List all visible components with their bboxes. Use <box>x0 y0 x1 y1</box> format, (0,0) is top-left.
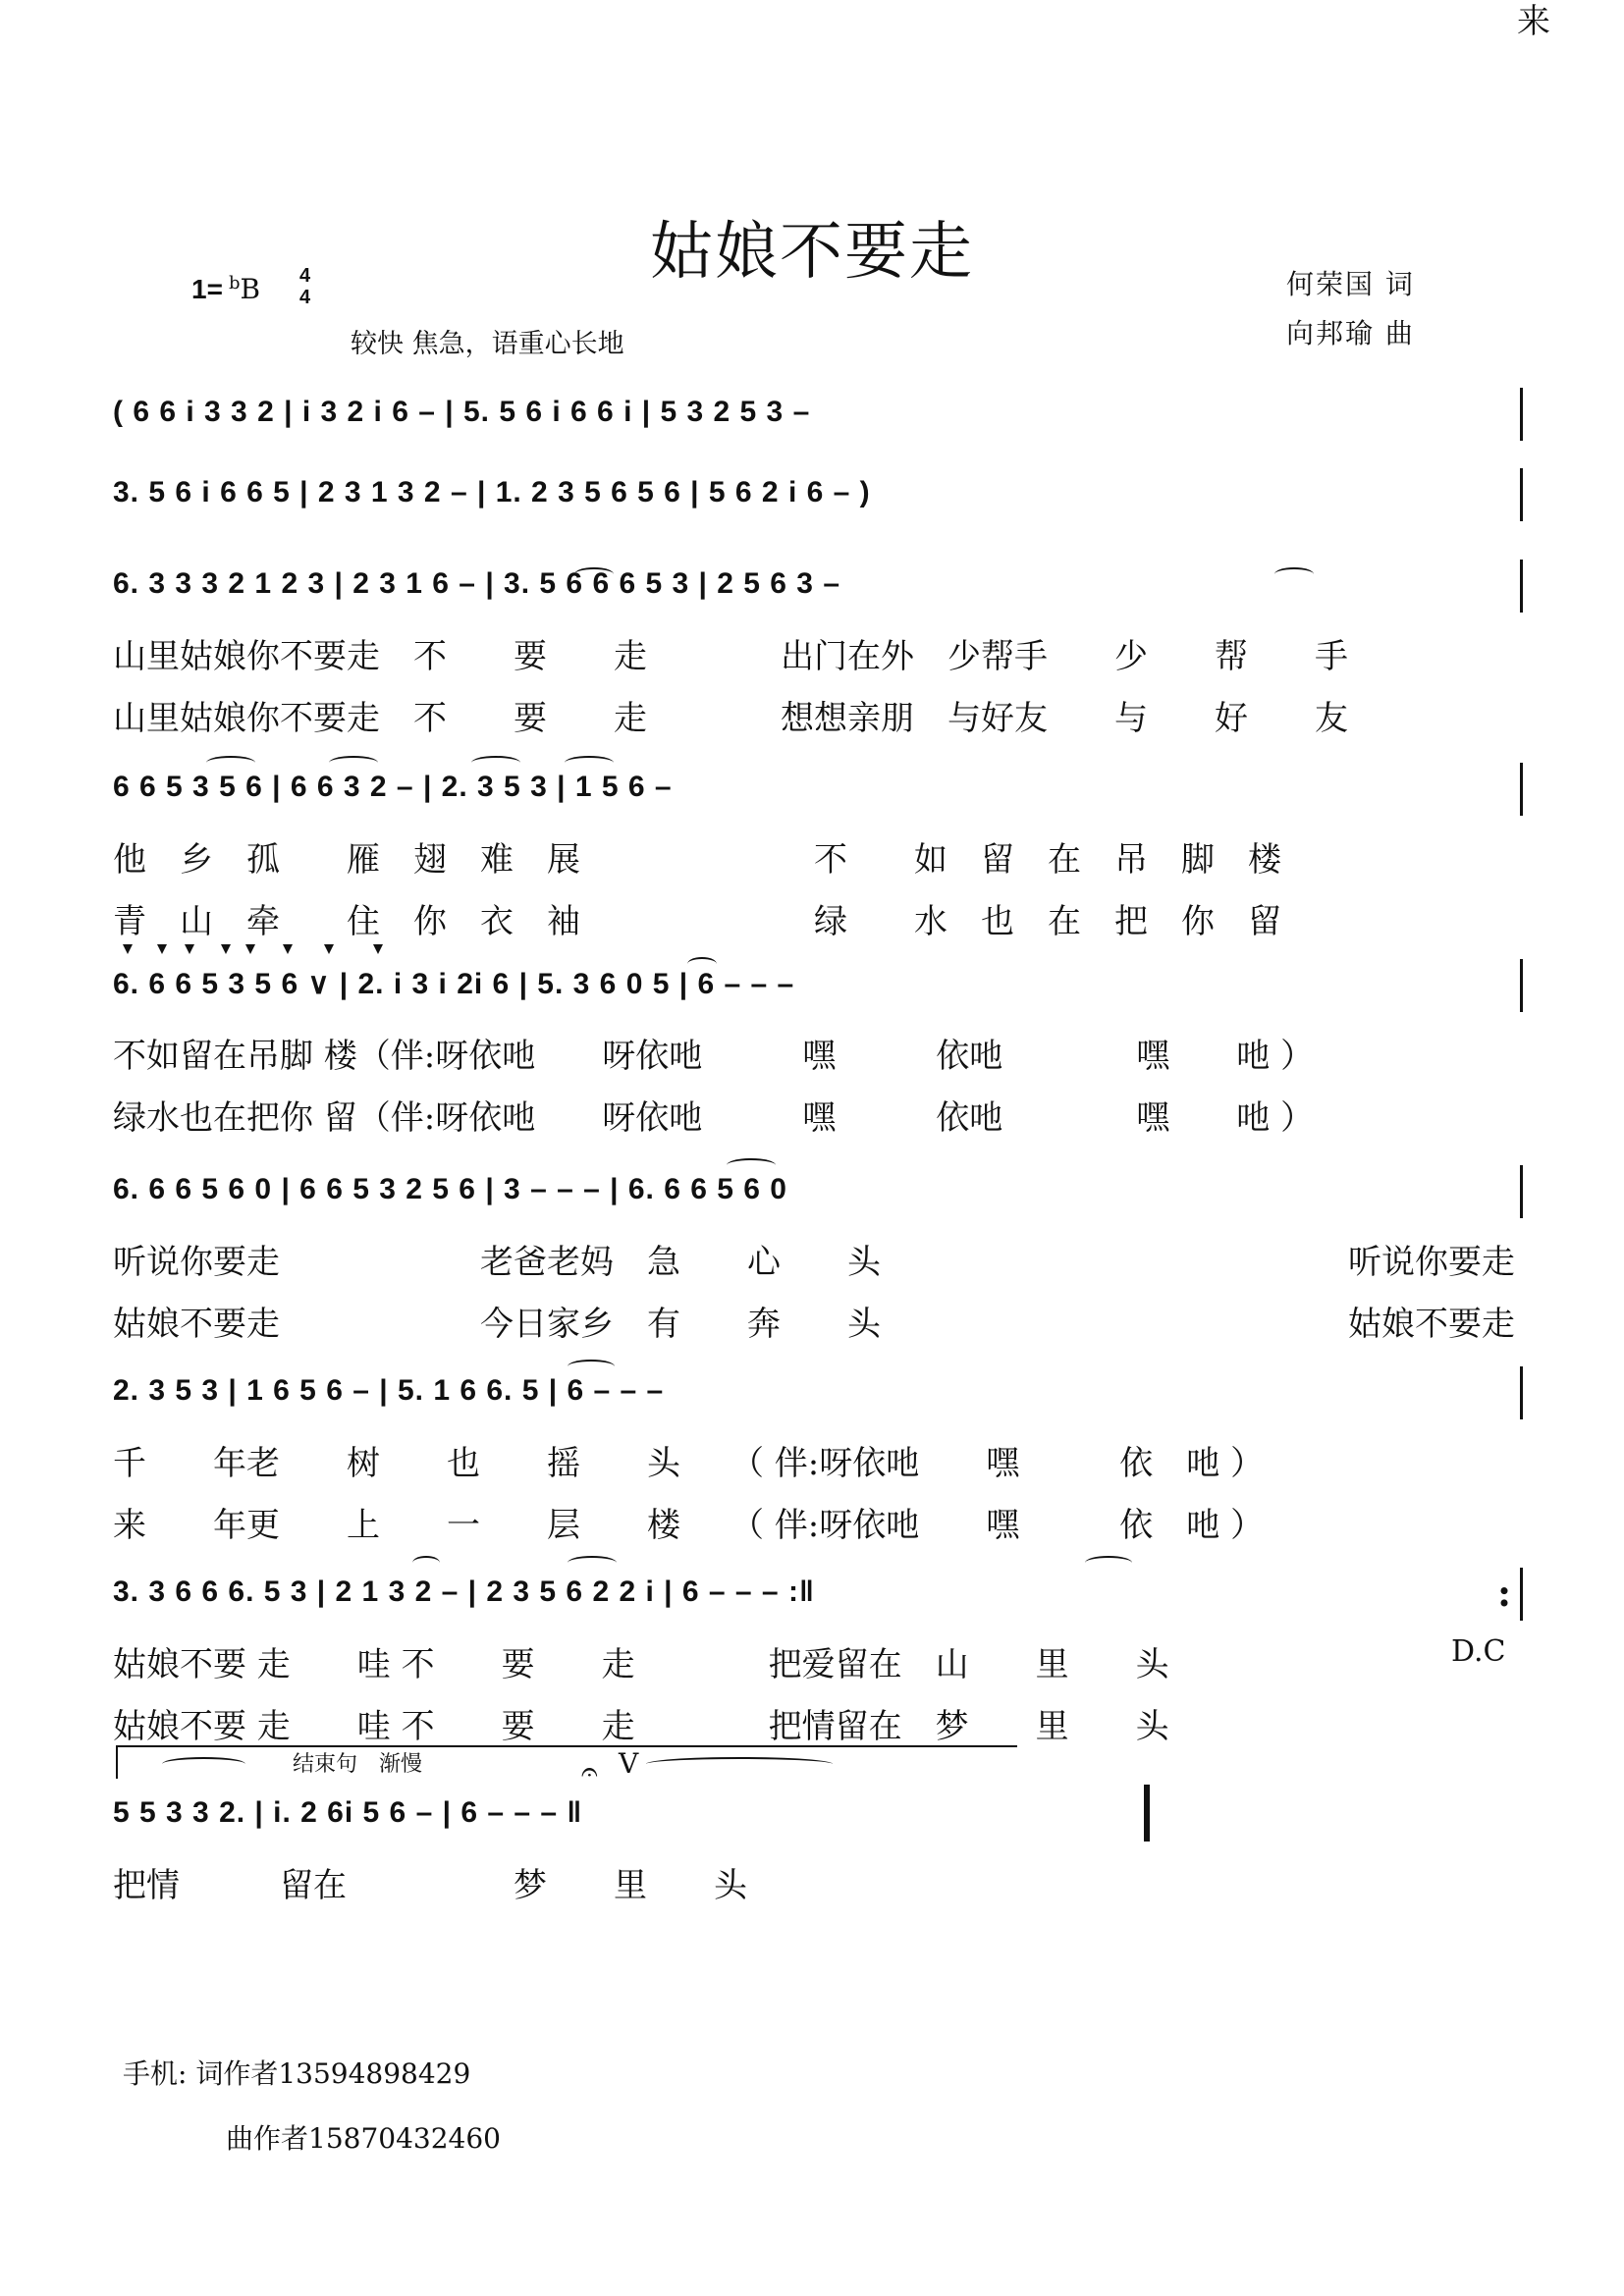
accent-mark <box>185 944 194 954</box>
contact-info <box>123 2042 501 2171</box>
slur-mark <box>568 1556 617 1570</box>
notation-line: 6. 3 3 3 2 1 2 3 | 2 3 1 6 – | 3. 5 6 6 6 5 3 | 2 5 6 3 – <box>113 567 841 600</box>
da-capo-mark: D.C <box>1451 1634 1506 1669</box>
notation-line: 5 5 3 3 2. | i. 2 6i 5 6 – | 6 – – – ‖ <box>113 1796 583 1829</box>
accent-mark <box>245 944 255 954</box>
time-signature-bottom: 4 <box>299 287 311 308</box>
key-prefix: 1= <box>191 274 223 304</box>
accent-mark <box>283 944 293 954</box>
accent-mark <box>123 944 133 954</box>
composer-credit: 向邦瑜 曲 <box>1286 317 1415 349</box>
system-barline <box>1520 560 1523 613</box>
lyric-line: 他 乡 孤 雁 翅 难 展 不 如 留 在 吊 脚 楼 <box>113 840 1281 880</box>
repeat-sign: : <box>1497 1571 1512 1615</box>
slur-mark <box>206 756 255 770</box>
credits <box>1286 260 1415 358</box>
system-barline <box>1520 763 1523 816</box>
notation-line: 3. 5 6 i 6 6 5 | 2 3 1 3 2 – | 1. 2 3 5 6 5 6 | 5 6 2 i 6 – ) <box>113 476 871 508</box>
lyric-line: 姑娘不要 走 哇 不 要 走 把情留在 梦 里 头 <box>113 1707 1169 1746</box>
corner-mark: 来 <box>1517 2 1550 41</box>
breath-mark-icon: V <box>619 1747 639 1780</box>
slur-mark <box>329 756 378 770</box>
lyric-line: 来 年更 上 一 层 楼 （ 伴:呀依吔 嘿 依 吔 ） <box>113 1506 1265 1545</box>
slur-mark <box>1274 567 1314 581</box>
notation-line: ( 6 6 i 3 3 2 | i 3 2 i 6 – | 5. 5 6 i 6 6 i | 5 3 2 5 3 – <box>113 396 811 428</box>
system-barline <box>1520 1366 1523 1419</box>
key-signature <box>191 273 260 305</box>
fermata-icon: 𝄐 <box>581 1755 598 1789</box>
slur-mark <box>471 756 520 770</box>
tempo-marking: 较快 焦急，语重心长地 <box>351 329 624 359</box>
ending-label: 结束句 渐慢 <box>293 1752 423 1777</box>
system-barline <box>1520 1568 1523 1621</box>
lyric-line: 青 山 牵 住 你 衣 袖 绿 水 也 在 把 你 留 <box>113 902 1281 941</box>
slur-mark <box>568 1360 615 1373</box>
flat-sign: b <box>228 273 241 294</box>
lyric-line: 姑娘不要 走 哇 不 要 走 把爱留在 山 里 头 <box>113 1645 1169 1684</box>
slur-mark <box>574 567 614 581</box>
slur-mark <box>565 756 614 770</box>
system-barline <box>1520 1165 1523 1218</box>
lyric-line: 把情 留在 梦 里 头 <box>113 1866 747 1905</box>
slur-mark <box>687 957 717 971</box>
lyric-line: 山里姑娘你不要走 不 要 走 想想亲朋 与好友 与 好 友 <box>113 699 1348 738</box>
lyric-line: 听说你要走 老爸老妈 急 心 头 听说你要走 <box>113 1243 1515 1282</box>
lyric-line: 山里姑娘你不要走 不 要 走 出门在外 少帮手 少 帮 手 <box>113 637 1348 676</box>
notation-line: 3. 3 6 6 6. 5 3 | 2 1 3 2 – | 2 3 5 6 2 2 i | 6 – – – :‖ <box>113 1575 815 1608</box>
song-title: 姑娘不要走 <box>650 216 974 289</box>
system-barline <box>1520 388 1523 441</box>
notation-line: 6 6 5 3 5 6 | 6 6 3 2 – | 2. 3 5 3 | 1 5 6 – <box>113 771 673 803</box>
phone-composer: 曲作者15870432460 <box>226 2122 501 2155</box>
lyric-line: 绿水也在把你 留（伴:呀依吔 呀依吔 嘿 依吔 嘿 吔 ） <box>113 1098 1315 1138</box>
lyric-line: 姑娘不要走 今日家乡 有 奔 头 姑娘不要走 <box>113 1305 1515 1344</box>
time-signature-top: 4 <box>299 265 311 287</box>
key-note: B <box>240 273 261 305</box>
notation-line: 6. 6 6 5 3 5 6 ∨ | 2. i 3 i 2i 6 | 5. 3 6 0 5 | 6 – – – <box>113 968 795 1000</box>
phone-lyricist: 手机: 词作者13594898429 <box>123 2057 471 2090</box>
accent-mark <box>221 944 231 954</box>
final-barline <box>1144 1785 1150 1842</box>
ending-bracket <box>116 1745 1017 1779</box>
accent-mark <box>157 944 167 954</box>
slur-mark <box>727 1158 776 1172</box>
lyric-line: 不如留在吊脚 楼（伴:呀依吔 呀依吔 嘿 依吔 嘿 吔 ） <box>113 1037 1315 1076</box>
slur-mark <box>1085 1556 1132 1570</box>
notation-line: 6. 6 6 5 6 0 | 6 6 5 3 2 5 6 | 3 – – – | 6. 6 6 5 6 0 <box>113 1173 787 1205</box>
system-barline <box>1520 959 1523 1012</box>
lyric-line: 千 年老 树 也 摇 头 （ 伴:呀依吔 嘿 依 吔 ） <box>113 1444 1265 1483</box>
notation-line: 2. 3 5 3 | 1 6 5 6 – | 5. 1 6 6. 5 | 6 – – – <box>113 1374 665 1407</box>
system-barline <box>1520 468 1523 521</box>
accent-mark <box>373 944 383 954</box>
accent-mark <box>324 944 334 954</box>
time-signature <box>299 265 310 308</box>
lyricist-credit: 何荣国 词 <box>1286 268 1415 300</box>
slur-mark <box>412 1556 440 1570</box>
